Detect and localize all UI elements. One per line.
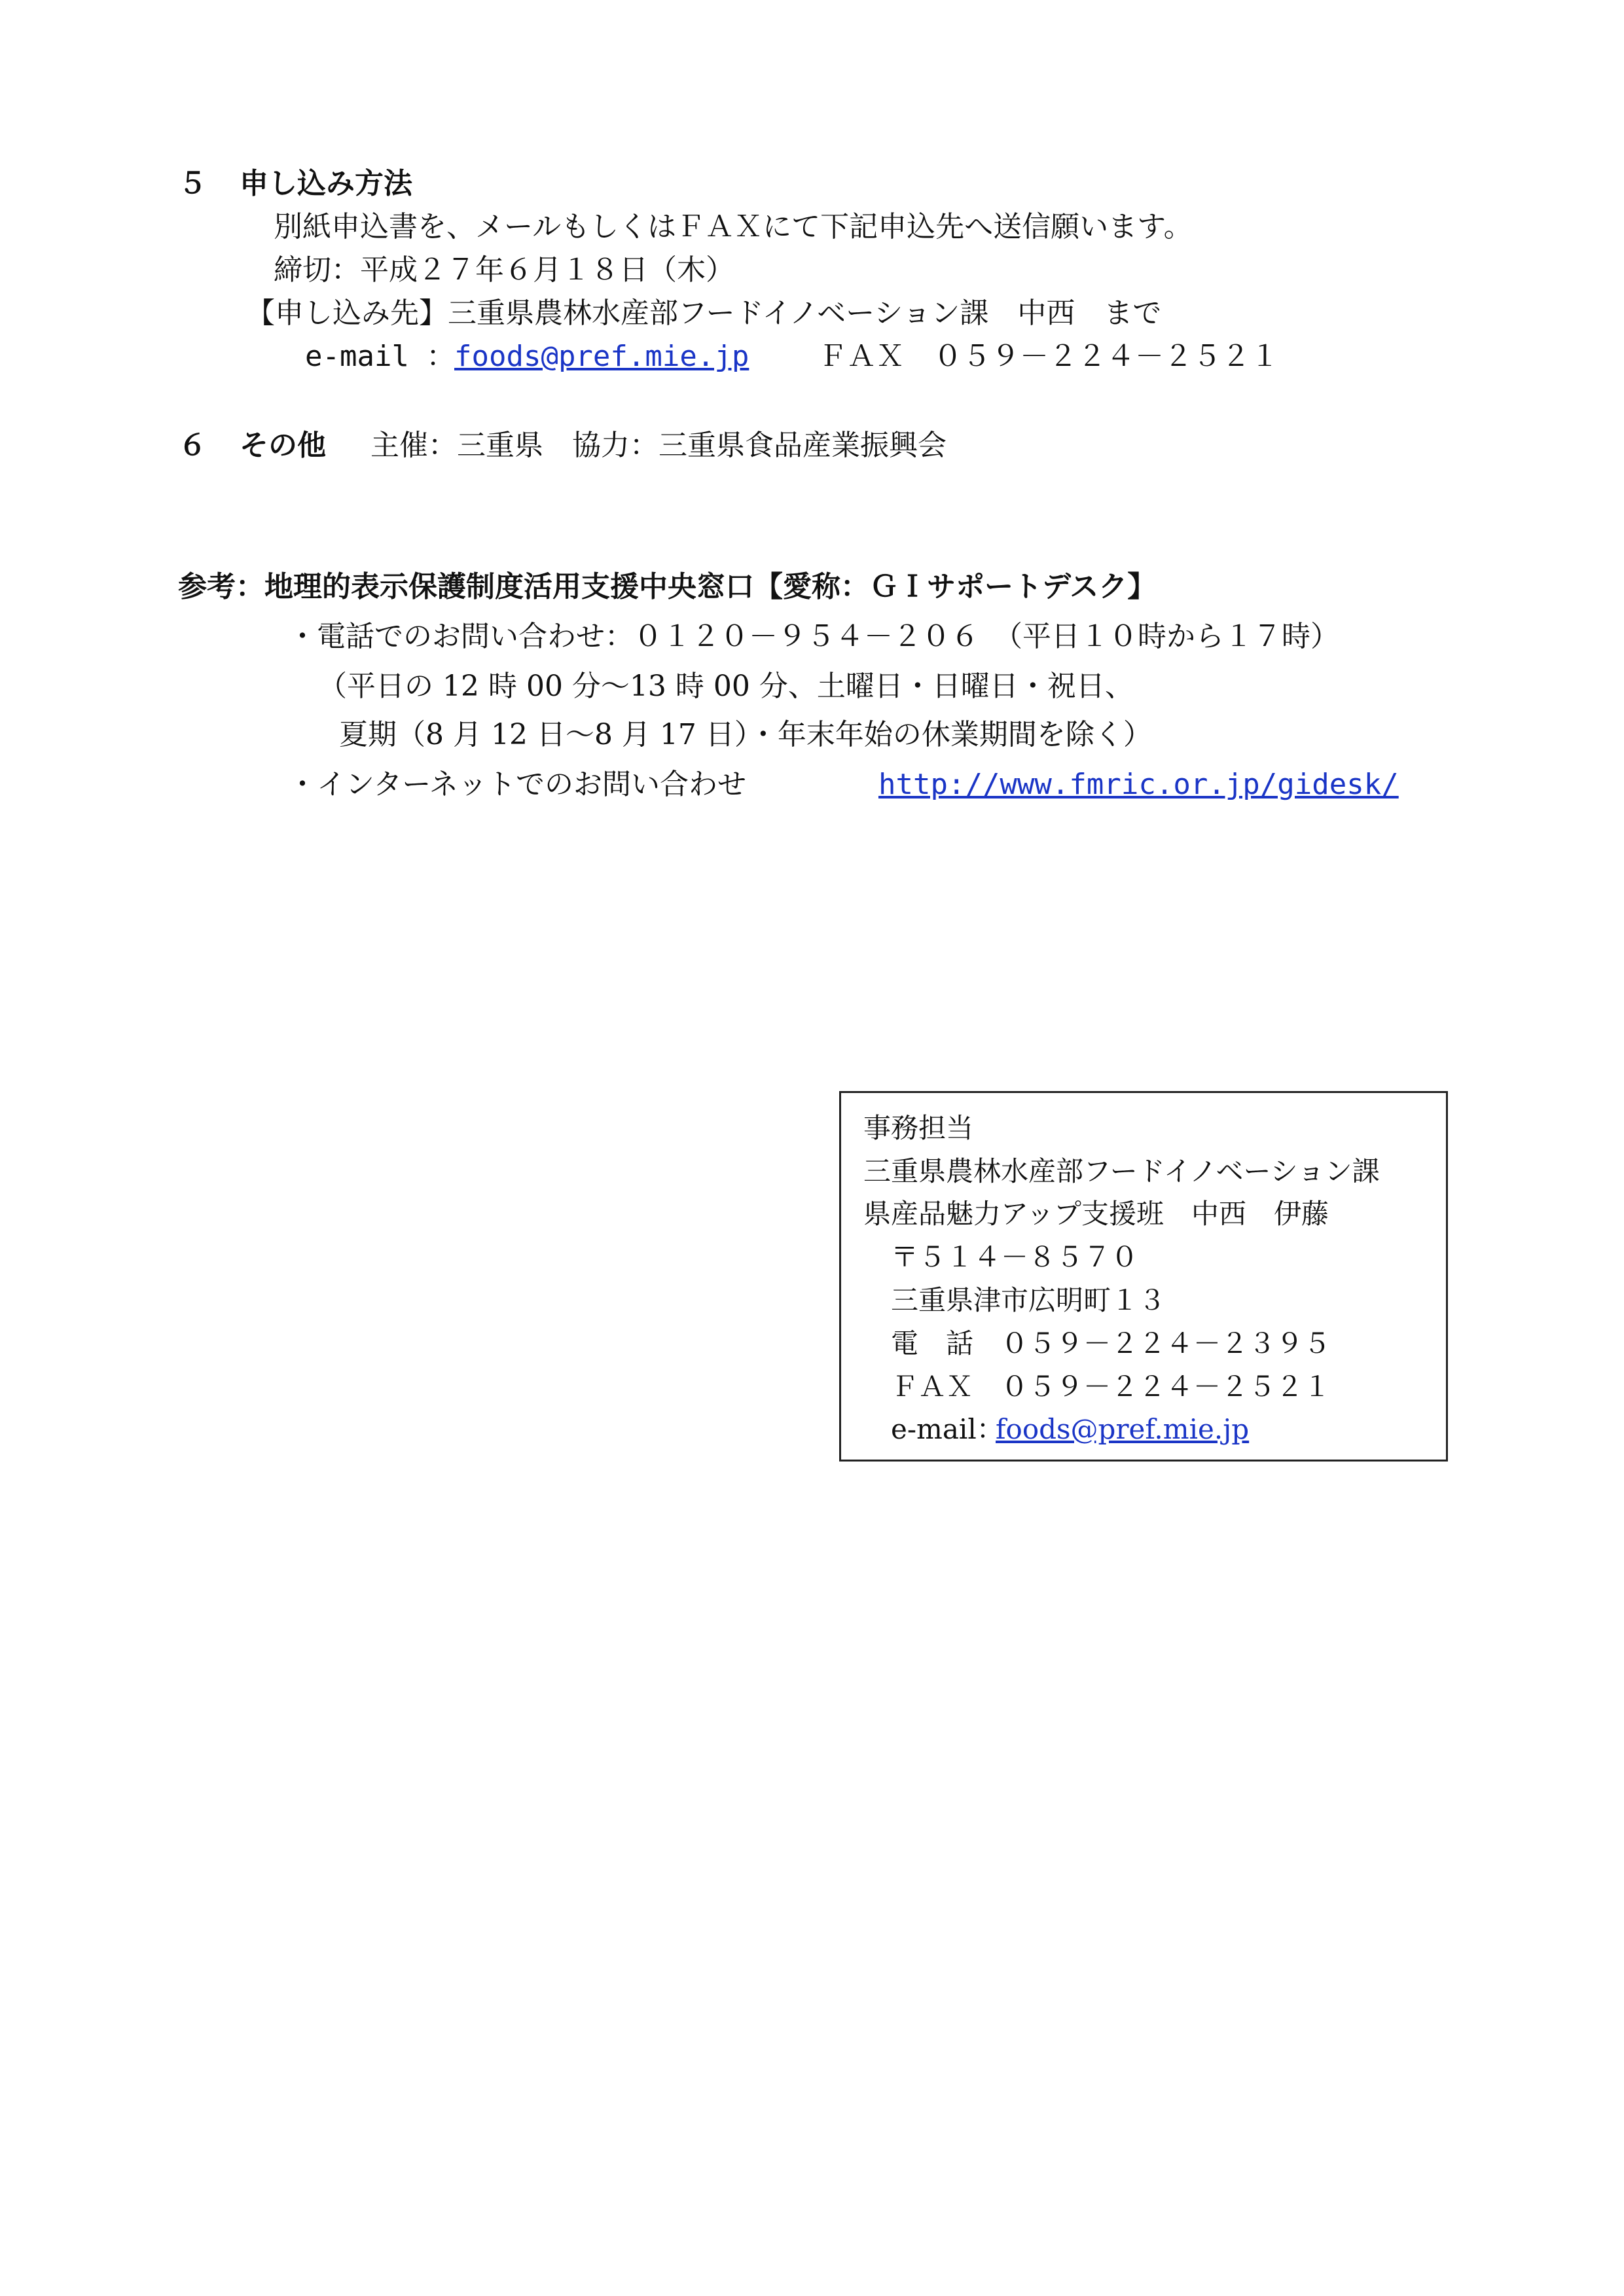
section6-text: 主催：三重県 協力：三重県食品産業振興会 — [370, 429, 947, 462]
contact-title: 事務担当 — [863, 1112, 974, 1144]
section5-email-label: e-mail ： — [305, 340, 456, 373]
contact-phone: 電 話 ０５９－２２４－２３９５ — [891, 1327, 1331, 1359]
section5-email-link[interactable]: foods@pref.mie.jp — [454, 340, 749, 373]
reference-internet-label: ・インターネットでのお問い合わせ — [288, 768, 747, 801]
reference-note-line2: 夏期（8 月 12 日～8 月 17 日）・年末年始の休業期間を除く） — [339, 718, 1152, 751]
reference-phone: ・電話でのお問い合わせ：０１２０－９５４－２０６ （平日１０時から１７時） — [288, 620, 1339, 653]
section5-heading: 申し込み方法 — [240, 167, 412, 200]
contact-team: 県産品魅力アップ支援班 中西 伊藤 — [863, 1198, 1329, 1230]
contact-address: 三重県津市広明町１３ — [891, 1284, 1166, 1316]
section5-deadline: 締切：平成２７年６月１８日（木） — [274, 253, 734, 287]
contact-box — [839, 1091, 1448, 1462]
section5-apply-to: 【申し込み先】三重県農林水産部フードイノベーション課 中西 まで — [246, 296, 1162, 330]
reference-internet-link[interactable]: http://www.fmric.or.jp/gidesk/ — [878, 768, 1399, 801]
section6-heading: その他 — [240, 429, 326, 462]
section5-instructions: 別紙申込書を、メールもしくはＦＡＸにて下記申込先へ送信願います。 — [274, 210, 1193, 243]
section5-fax: ＦＡＸ ０５９－２２４－２５２１ — [818, 340, 1279, 373]
reference-note-line1: （平日の 12 時 00 分～13 時 00 分、土曜日・日曜日・祝日、 — [318, 670, 1134, 703]
contact-fax: ＦＡＸ ０５９－２２４－２５２１ — [891, 1371, 1331, 1403]
contact-email-label: e-mail： — [891, 1413, 1004, 1445]
contact-dept: 三重県農林水産部フードイノベーション課 — [863, 1155, 1380, 1187]
section5-number: ５ — [178, 167, 207, 200]
section6-number: ６ — [178, 429, 207, 462]
reference-heading: 参考：地理的表示保護制度活用支援中央窓口【愛称：ＧＩサポートデスク】 — [178, 570, 1157, 603]
contact-postal: 〒５１４－８５７０ — [891, 1241, 1139, 1273]
contact-email-link[interactable]: foods@pref.mie.jp — [996, 1413, 1250, 1445]
